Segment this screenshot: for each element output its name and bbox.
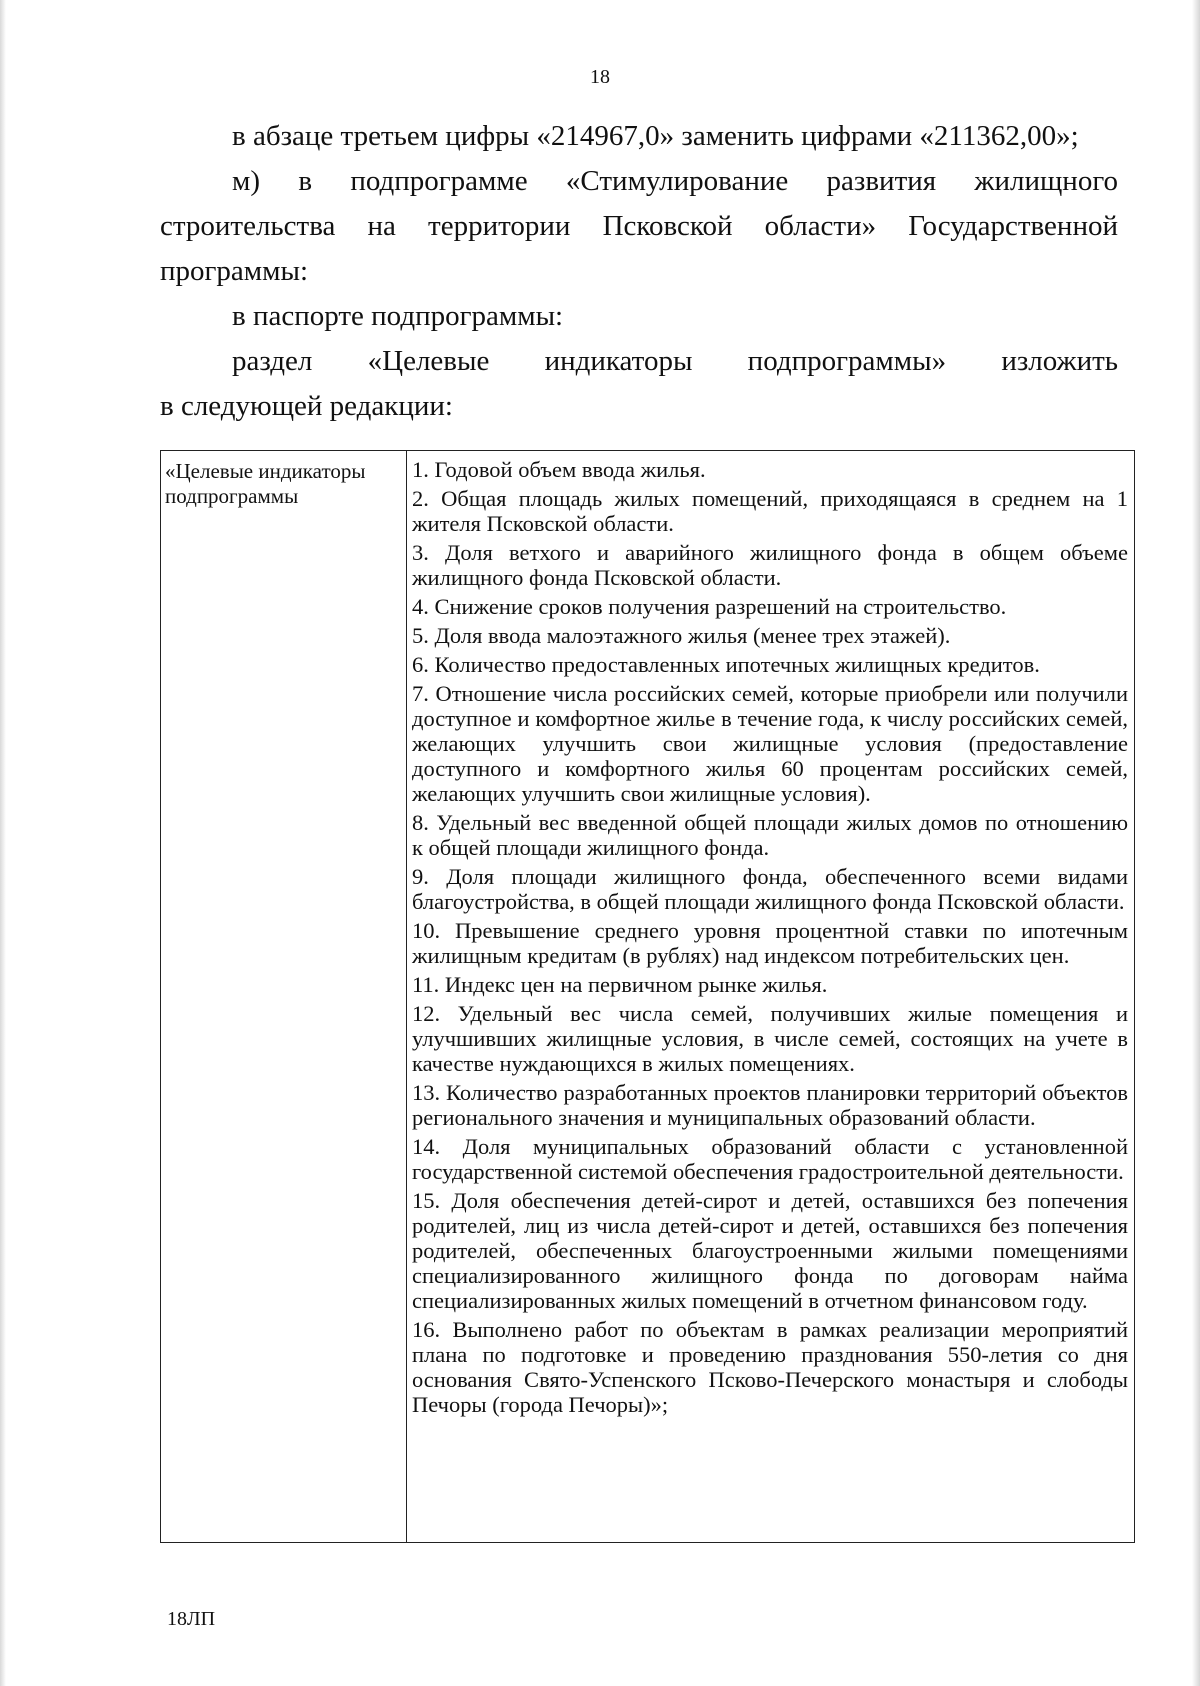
list-item: 13. Количество разработанных проектов планировки территорий объектов регионального значения и муниципальных образований области. [412, 1080, 1128, 1130]
list-item: 3. Доля ветхого и аварийного жилищного фонда в общем объеме жилищного фонда Псковской области. [412, 540, 1128, 590]
list-item: 14. Доля муниципальных образований области с установленной государственной системой обеспечения градостроительной деятельности. [412, 1134, 1128, 1184]
body-text [160, 114, 1118, 429]
list-item: 9. Доля площади жилищного фонда, обеспеченного всеми видами благоустройства, в общей площади жилищного фонда Псковской области. [412, 864, 1128, 914]
list-item: 6. Количество предоставленных ипотечных жилищных кредитов. [412, 652, 1040, 677]
paragraph-section-heading-end: в следующей редакции: [160, 390, 453, 422]
list-item: 12. Удельный вес числа семей, получивших жилые помещения и улучшивших жилищные условия, в числе семей, состоящих на учете в качестве нуждающихся в жилых помещениях. [412, 1001, 1128, 1076]
list-item: 10. Превышение среднего уровня процентной ставки по ипотечным жилищным кредитам (в рублях) над индексом потребительских цен. [412, 918, 1128, 968]
list-item: 1. Годовой объем ввода жилья. [412, 457, 706, 482]
table-label: «Целевые индикаторы подпрограммы [165, 459, 366, 508]
paragraph-subprogram-intro: м) в подпрограмме «Стимулирование развития жилищного строительства на территории Псковской области» Государственной программы: [160, 165, 1118, 287]
list-item: 8. Удельный вес введенной общей площади жилых домов по отношению к общей площади жилищного фонда. [412, 810, 1128, 860]
list-item: 16. Выполнено работ по объектам в рамках реализации мероприятий плана по подготовке и проведению празднования 550-летия со дня основания Свято-Успенского Псково-Печерского монастыря и слободы Печоры (города Печоры)»; [412, 1317, 1128, 1417]
paragraph-amendment-figures: в абзаце третьем цифры «214967,0» заменить цифрами «211362,00»; [232, 120, 1079, 152]
list-item: 15. Доля обеспечения детей-сирот и детей, оставшихся без попечения родителей, лиц из числа детей-сирот и детей, оставшихся без попечения родителей, обеспеченных благоустроенными жилыми помещениями специализированного жилищного фонда по договорам найма специализированных жилых помещений в отчетном финансовом году. [412, 1188, 1128, 1313]
footer-code: 18ЛП [167, 1608, 216, 1630]
paragraph-section-heading: раздел «Целевые индикаторы подпрограммы» изложить [232, 345, 1118, 377]
indicators-table [160, 450, 1135, 1543]
list-item: 2. Общая площадь жилых помещений, приходящаяся в среднем на 1 жителя Псковской области. [412, 486, 1128, 536]
scan-edge-left [0, 0, 6, 1686]
list-item: 5. Доля ввода малоэтажного жилья (менее трех этажей). [412, 623, 951, 648]
table-row [161, 451, 1135, 1543]
table-label-cell [161, 451, 407, 1543]
list-item: 7. Отношение числа российских семей, которые приобрели или получили доступное и комфортное жилье в течение года, к числу российских семей, желающих улучшить свои жилищные условия (предоставление доступного и комфортного жилья 60 процентам российских семей, желающих улучшить свои жилищные условия). [412, 681, 1128, 806]
list-item: 4. Снижение сроков получения разрешений на строительство. [412, 594, 1007, 619]
paragraph-passport: в паспорте подпрограммы: [232, 300, 564, 332]
page-number: 18 [590, 66, 610, 88]
list-item: 11. Индекс цен на первичном рынке жилья. [412, 972, 828, 997]
table-items-cell [407, 451, 1135, 1543]
scan-edge-right [1192, 0, 1200, 1686]
